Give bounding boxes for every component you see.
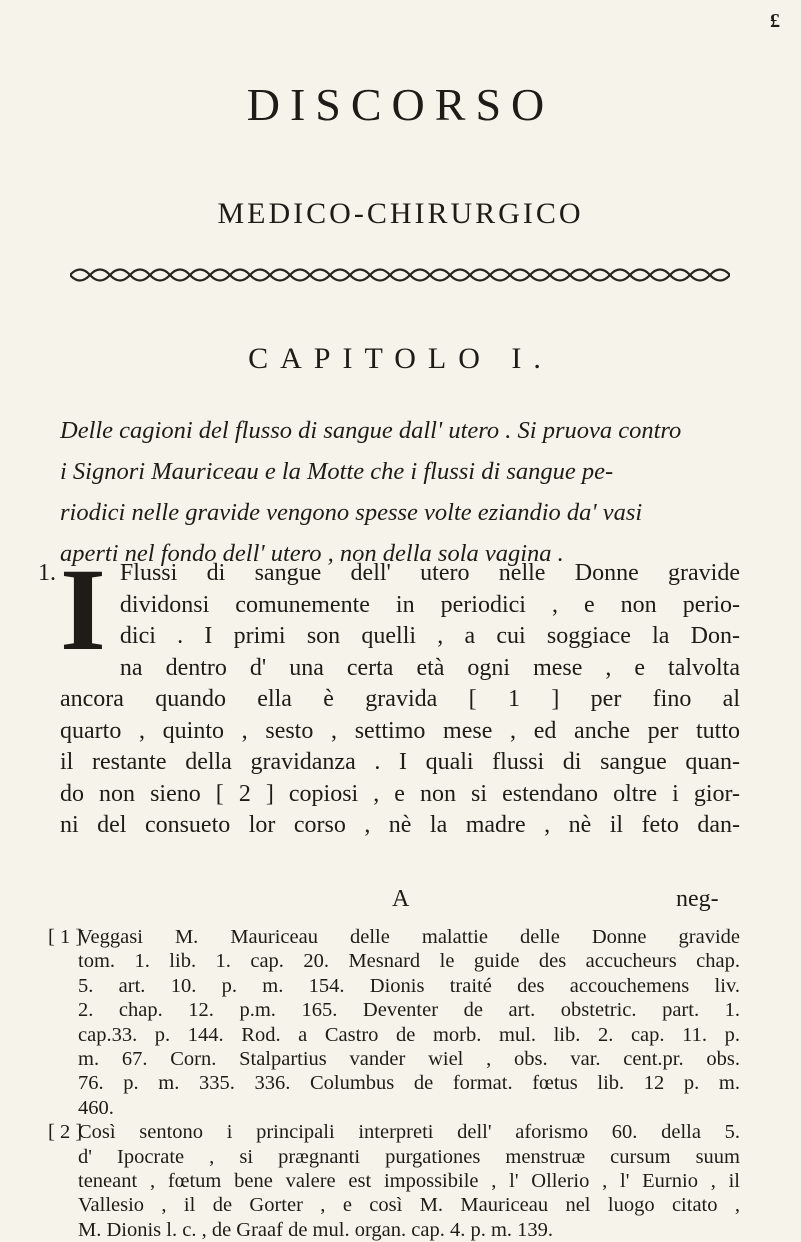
footnote xyxy=(48,1120,740,1242)
catchword: neg- xyxy=(676,886,719,912)
footnote-mark: [ 1 ] xyxy=(48,926,83,948)
paragraph-number: 1. xyxy=(38,560,56,586)
footnote-line: 460. xyxy=(78,1096,114,1119)
footnote-line: m. 67. Corn. Stalpartius vander wiel , obs. var. cent.pr. obs. xyxy=(78,1048,740,1071)
body-line: ancora quando ella è gravida [ 1 ] per fino al xyxy=(60,686,740,712)
page-subtitle: MEDICO-CHIRURGICO xyxy=(217,197,584,230)
summary-line: Delle cagioni del flusso di sangue dall' utero . Si pruova contro xyxy=(60,417,682,444)
footnote-line: tom. 1. lib. 1. cap. 20. Mesnard le guide des accucheurs chap. xyxy=(78,950,740,973)
footnote-line: M. Dionis l. c. , de Graaf de mul. organ. cap. 4. p. m. 139. xyxy=(78,1218,554,1241)
body-line: il restante della gravidanza . I quali flussi di sangue quan- xyxy=(60,749,740,775)
summary-line: i Signori Mauriceau e la Motte che i flussi di sangue pe- xyxy=(60,458,614,485)
floral-border-ornament-icon xyxy=(70,264,730,286)
footnote-line: 2. chap. 12. p.m. 165. Deventer de art. obstetric. part. 1. xyxy=(78,999,740,1022)
footnote-line: cap.33. p. 144. Rod. a Castro de morb. mul. lib. 2. cap. 11. p. xyxy=(78,1023,740,1046)
signature-mark: A xyxy=(392,886,410,912)
footnote-line: Vallesio , il de Gorter , e così M. Mauriceau nel luogo citato , xyxy=(78,1194,740,1217)
summary-line: riodici nelle gravide vengono spesse volte eziandio da' vasi xyxy=(60,499,643,526)
footnote-line: teneant , fœtum bene valere est impossibile , l' Ollerio , l' Eurnio , il xyxy=(78,1170,740,1193)
body-line: dici . I primi son quelli , a cui soggiace la Don- xyxy=(119,623,740,649)
body-line: ni del consueto lor corso , nè la madre , nè il feto dan- xyxy=(60,812,740,838)
footnote-line: Così sentono i principali interpreti dell' aforismo 60. della 5. xyxy=(78,1121,740,1144)
body-line: na dentro d' una certa età ogni mese , e talvolta xyxy=(119,654,740,681)
body-line: Flussi di sangue dell' utero nelle Donne gravide xyxy=(119,560,740,586)
drop-cap: I xyxy=(60,544,106,675)
footnote-line: Veggasi M. Mauriceau delle malattie delle Donne gravide xyxy=(78,926,740,948)
body-line: dividonsi comunemente in periodici , e non perio- xyxy=(119,591,740,618)
footnote xyxy=(48,925,740,1120)
chapter-heading: CAPITOLO I. xyxy=(248,342,553,375)
page-title: DISCORSO xyxy=(246,79,555,130)
footnote-line: d' Ipocrate , si prægnanti purgationes menstruæ cursum suum xyxy=(78,1145,740,1168)
body-line: quarto , quinto , sesto , settimo mese , ed anche per tutto xyxy=(60,717,740,744)
footnote-line: 5. art. 10. p. m. 154. Dionis traité des accouchemens liv. xyxy=(78,974,740,997)
summary-line: aperti nel fondo dell' utero , non della sola vagina . xyxy=(60,540,564,567)
footnotes xyxy=(48,925,740,1242)
body-line: do non sieno [ 2 ] copiosi , e non si estendano oltre i gior- xyxy=(60,780,740,807)
footnote-line: 76. p. m. 335. 336. Columbus de format. fœtus lib. 12 p. m. xyxy=(78,1072,740,1095)
footnote-mark: [ 2 ] xyxy=(48,1121,83,1144)
chapter-summary xyxy=(60,410,740,574)
page-signature: £ xyxy=(770,10,780,32)
